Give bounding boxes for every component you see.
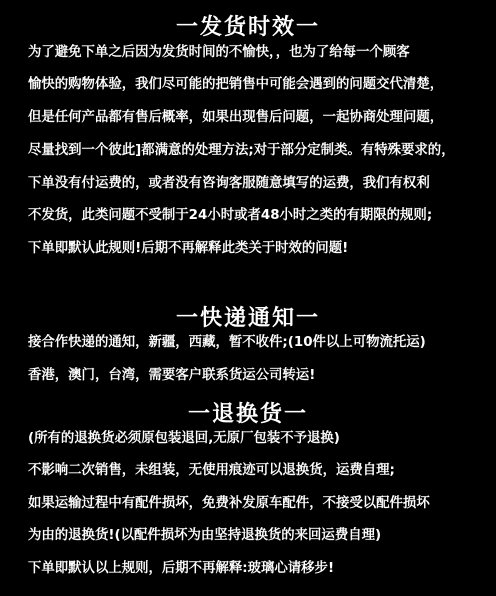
shipping-line-6: 不发货，此类问题不受制于24小时或者48小时之类的有期限的规则;: [28, 208, 433, 223]
returns-line-4: 为由的退换货!(以配件损坏为由坚持退换货的来回运费自理): [28, 528, 382, 543]
courier-line-2: 香港，澳门，台湾，需要客户联系货运公司转运!: [28, 368, 316, 383]
returns-line-1: (所有的退换货必须原包装退回,无原厂包装不予退换): [28, 431, 340, 446]
shipping-heading: 一发货时效一: [175, 15, 320, 40]
returns-line-3: 如果运输过程中有配件损坏，免费补发原车配件，不接受以配件损坏: [28, 496, 430, 511]
returns-line-2: 不影响二次销售，未组装，无使用痕迹可以退换货，运费自理;: [28, 463, 395, 478]
returns-heading: 一退换货一: [187, 402, 308, 427]
shipping-line-3: 但是任何产品都有售后概率，如果出现售后问题，一起协商处理问题，: [28, 110, 444, 125]
shipping-line-2: 愉快的购物体验，我们尽可能的把销售中可能会遇到的问题交代清楚，: [28, 77, 444, 92]
courier-heading: 一快递通知一: [175, 306, 320, 331]
shipping-line-1: 为了避免下单之后因为发货时间的不愉快，，也为了给每一个顾客: [28, 45, 410, 60]
shipping-line-4: 尽量找到一个彼此]都满意的处理方法;对于部分定制类。有特殊要求的，: [28, 143, 455, 158]
courier-line-1: 接合作快递的通知，新疆，西藏，暂不收件;(10件以上可物流托运): [28, 335, 426, 350]
shipping-line-7: 下单即默认此规则!后期不再解释此类关于时效的问题!: [28, 241, 349, 256]
shipping-line-5: 下单没有付运费的，或者没有咨询客服随意填写的运费，我们有权利: [28, 176, 430, 191]
returns-line-5: 下单即默认以上规则，后期不再解释:玻璃心请移步!: [28, 561, 335, 576]
